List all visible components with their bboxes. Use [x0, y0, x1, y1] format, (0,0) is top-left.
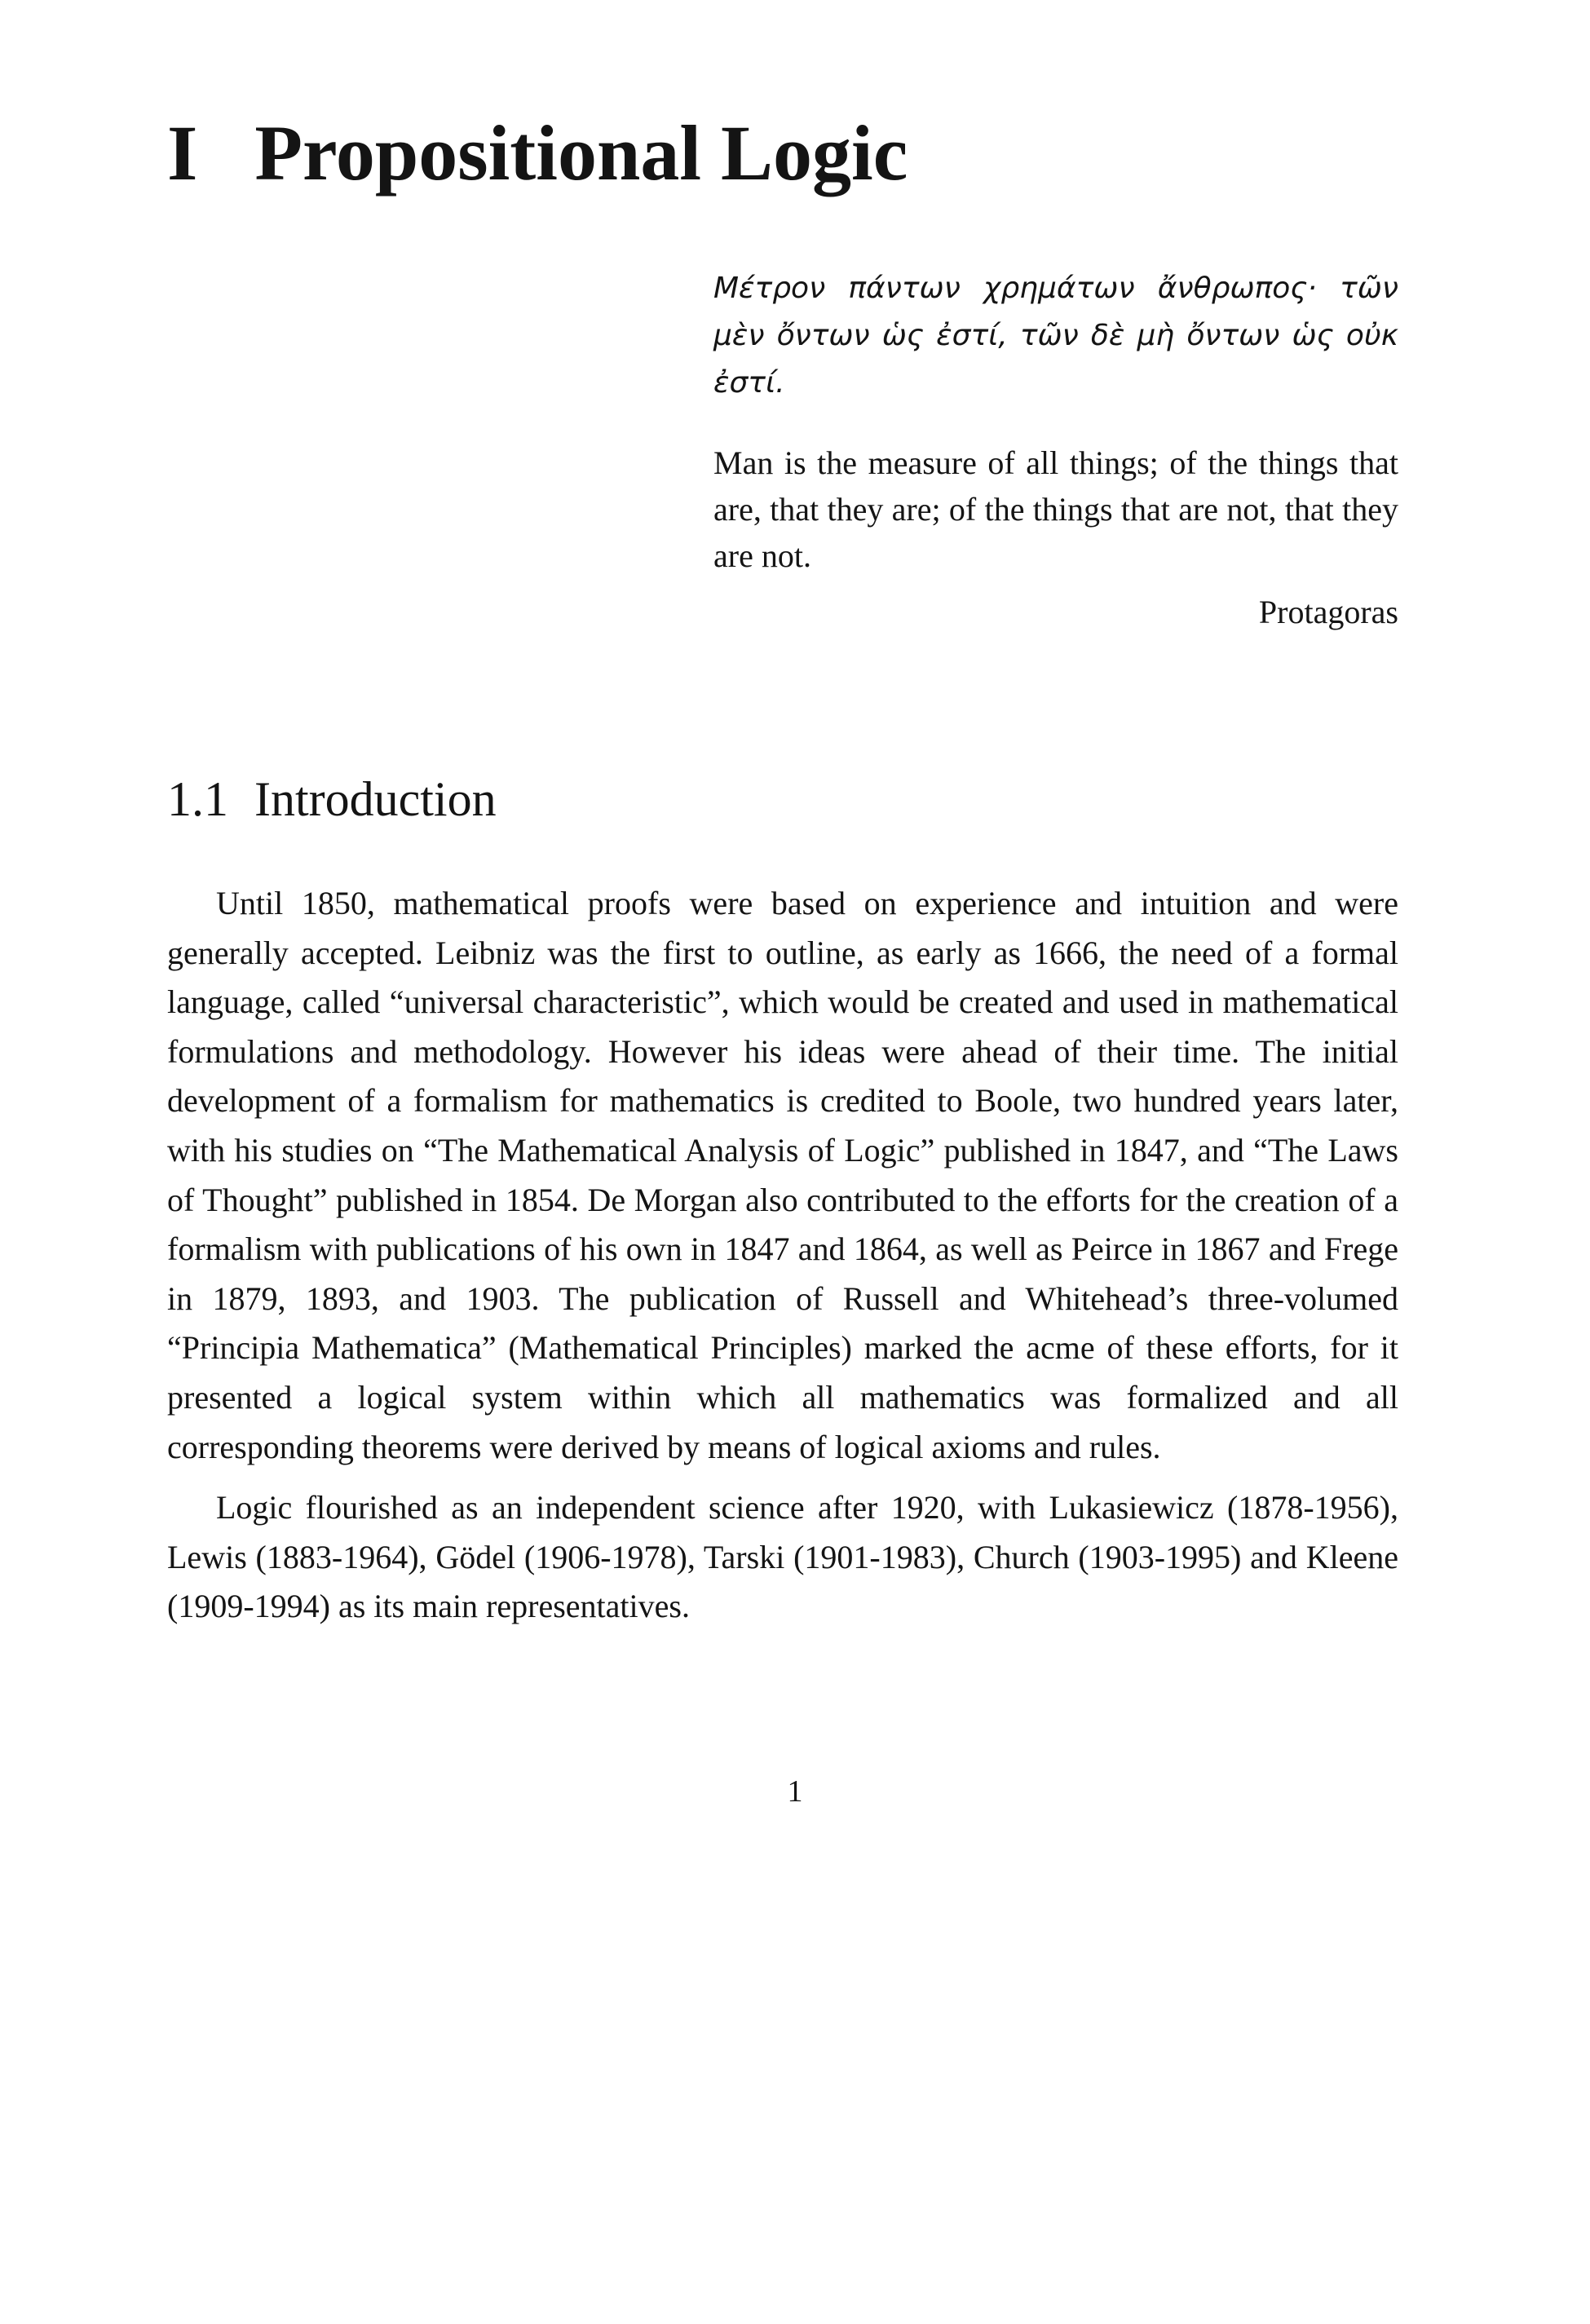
section-title: Introduction	[254, 772, 497, 826]
section-heading	[167, 772, 497, 826]
section-body	[167, 879, 1398, 1632]
epigraph-greek-quote: Μέτρον πάντων χρημάτων ἄνθρωπος· τῶν μὲν ὄντων ὡς ἐστί, τῶν δὲ μὴ ὄντων ὡς οὐκ ἐστί.	[713, 272, 1398, 400]
body-paragraph: Logic flourished as an independent science after 1920, with Lukasiewicz (1878-1956), Lewis (1883-1964), Gödel (1906-1978), Tarski (1901-1983), Church (1903-1995) and Kleene (1909-1994) as its main representatives.	[167, 1489, 1398, 1625]
chapter-title: Propositional Logic	[254, 109, 908, 197]
chapter-number: I	[167, 109, 198, 197]
page-number: 1	[787, 1774, 803, 1809]
section-number: 1.1	[167, 772, 228, 826]
body-paragraph: Until 1850, mathematical proofs were based on experience and intuition and were generally accepted. Leibniz was the first to outline, as early as 1666, the need of a formal language, called “universal characteristic”, which would be created and used in mathematical formulations and methodology. However his ideas were ahead of their time. The initial development of a formalism for mathematics is credited to Boole, two hundred years later, with his studies on “The Mathematical Analysis of Logic” published in 1847, and “The Laws of Thought” published in 1854. De Morgan also contributed to the efforts for the creation of a formalism with publications of his own in 1847 and 1864, as well as Peirce in 1867 and Frege in 1879, 1893, and 1903. The publication of Russell and Whitehead’s three-volumed “Principia Mathematica” (Mathematical Principles) marked the acme of these efforts, for it presented a logical system within which all mathematics was formalized and all corresponding theorems were derived by means of logical axioms and rules.	[167, 885, 1398, 1465]
chapter-heading	[167, 109, 908, 197]
epigraph-translation: Man is the measure of all things; of the things that are, that they are; of the things that are not, that they are not.	[713, 444, 1398, 574]
epigraph-attribution: Protagoras	[1258, 594, 1398, 630]
epigraph	[713, 265, 1398, 635]
